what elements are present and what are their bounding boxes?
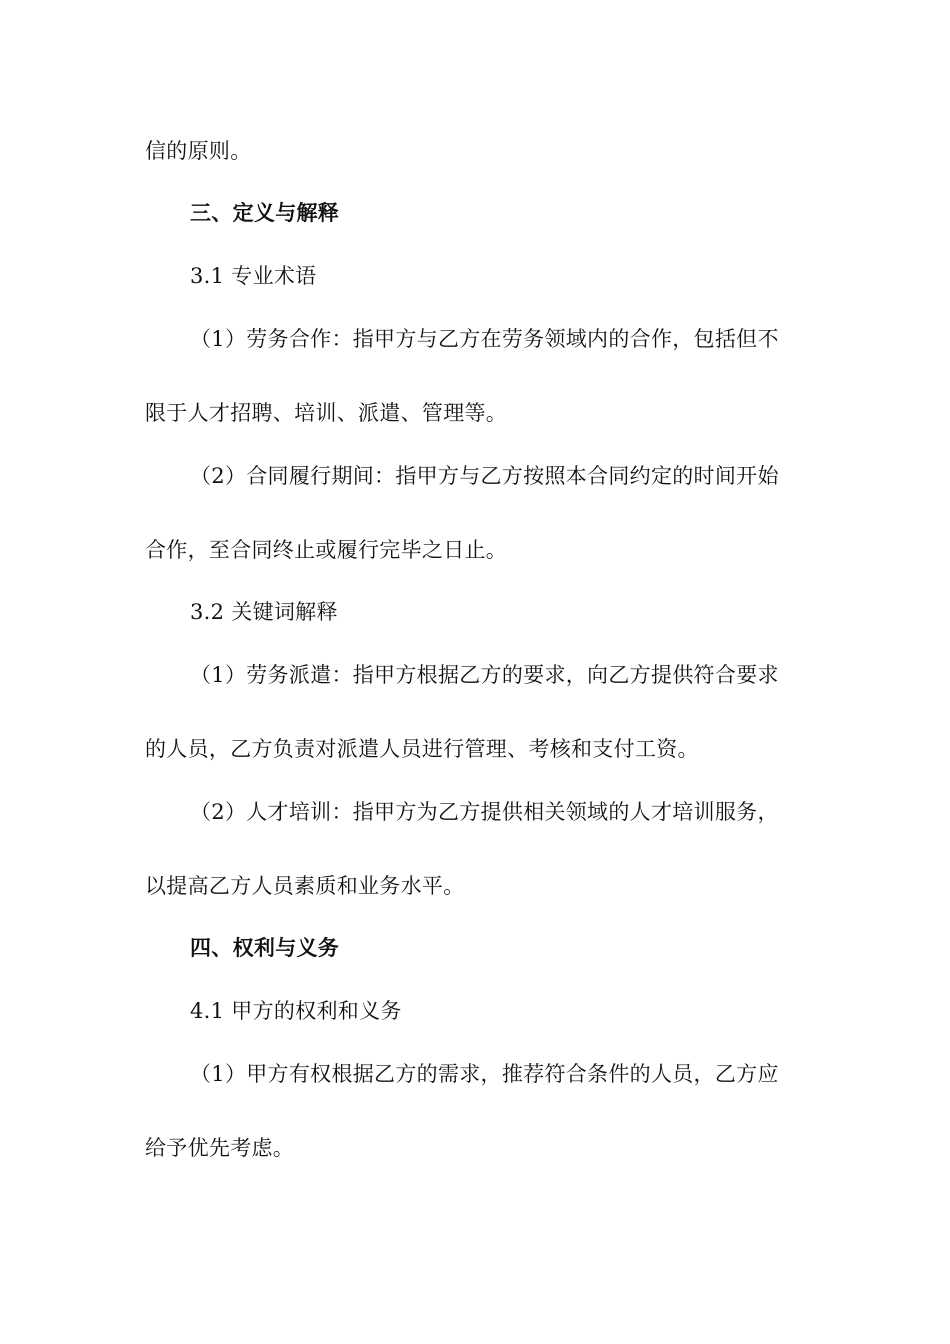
paragraph-line: 限于人才招聘、培训、派遣、管理等。 (145, 401, 508, 425)
paragraph-continuation: 信的原则。 (145, 139, 252, 163)
paragraph-line: （1）劳务合作：指甲方与乙方在劳务领域内的合作，包括但不 (190, 327, 779, 351)
paragraph-line: （2）合同履行期间：指甲方与乙方按照本合同约定的时间开始 (190, 464, 779, 488)
paragraph-line: （2）人才培训：指甲方为乙方提供相关领域的人才培训服务， (190, 800, 779, 824)
subsection-heading-3-1: 3.1 专业术语 (190, 264, 317, 288)
paragraph-line: 给予优先考虑。 (145, 1136, 295, 1160)
paragraph-line: 以提高乙方人员素质和业务水平。 (145, 874, 465, 898)
paragraph-line: （1）劳务派遣：指甲方根据乙方的要求，向乙方提供符合要求 (190, 663, 779, 687)
subsection-heading-3-2: 3.2 关键词解释 (190, 600, 338, 624)
paragraph-line: 的人员，乙方负责对派遣人员进行管理、考核和支付工资。 (145, 737, 699, 761)
paragraph-line: 合作，至合同终止或履行完毕之日止。 (145, 538, 508, 562)
section-heading-3: 三、定义与解释 (190, 200, 340, 225)
section-heading-4: 四、权利与义务 (190, 935, 340, 960)
paragraph-line: （1）甲方有权根据乙方的需求，推荐符合条件的人员，乙方应 (190, 1062, 779, 1086)
subsection-heading-4-1: 4.1 甲方的权利和义务 (190, 999, 402, 1023)
